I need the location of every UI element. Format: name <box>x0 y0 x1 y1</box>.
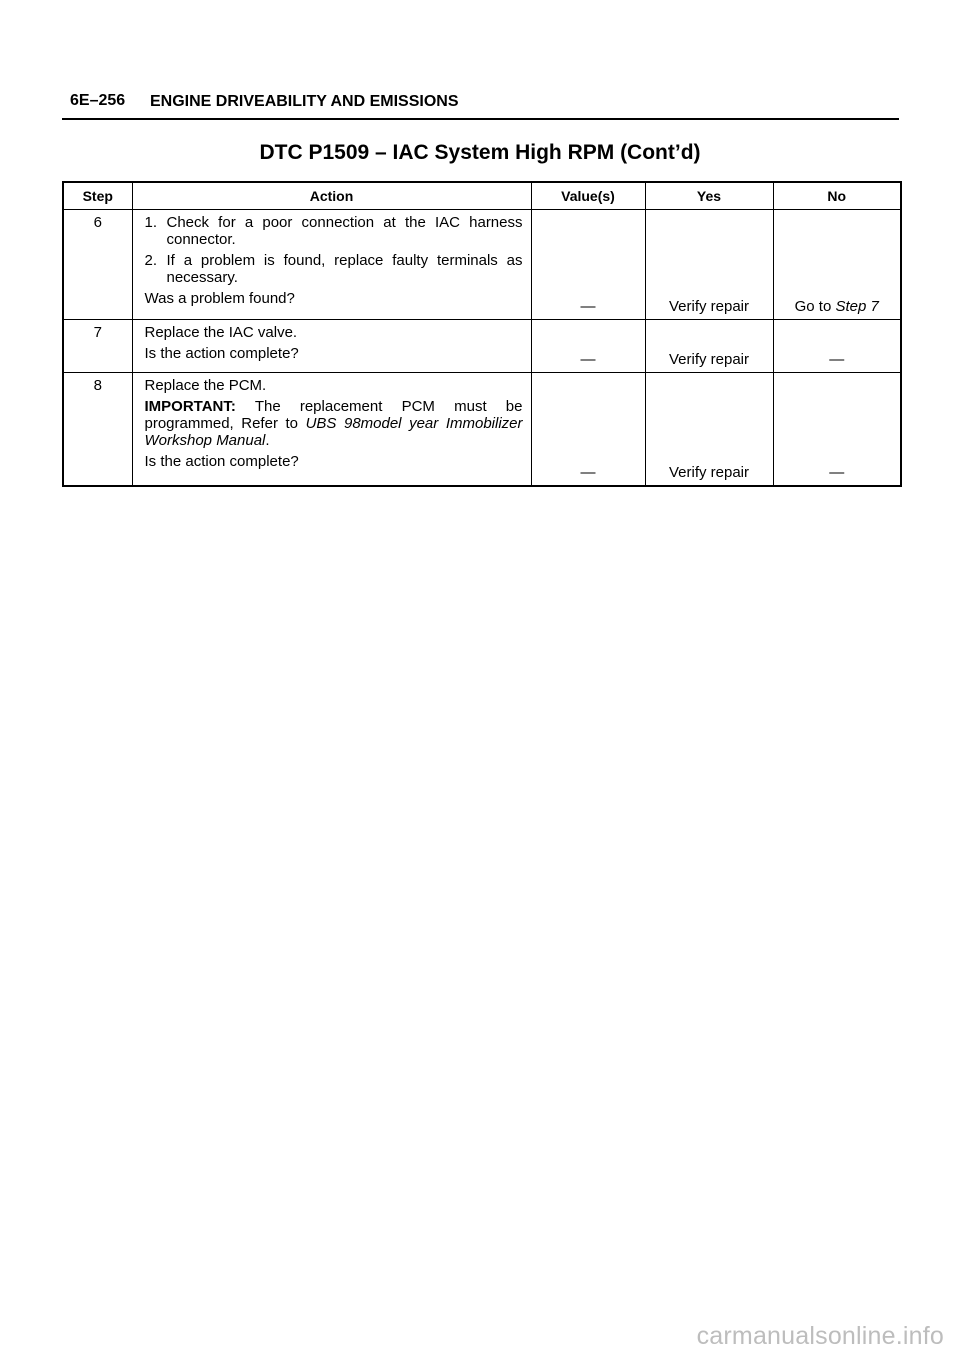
list-number: 2. <box>144 252 158 269</box>
action-cell <box>132 210 531 320</box>
value-text: — <box>580 463 596 481</box>
list-number: 1. <box>144 214 158 231</box>
action-cell <box>132 373 531 486</box>
column-header-no: No <box>773 182 901 210</box>
yes-cell <box>645 210 773 320</box>
page-number: 6E–256 <box>70 92 126 109</box>
page-header <box>62 90 899 120</box>
no-text: — <box>829 463 845 481</box>
list-text: If a problem is found, replace faulty terminals as necessary. <box>166 252 523 286</box>
goto-prefix: Go to <box>794 298 832 315</box>
no-cell <box>773 373 901 486</box>
column-header-action: Action <box>132 182 531 210</box>
question-text: Is the action complete? <box>144 345 299 362</box>
table-row <box>63 373 901 486</box>
no-text <box>774 298 901 315</box>
yes-text: Verify repair <box>668 298 750 315</box>
column-header-step: Step <box>63 182 132 210</box>
yes-cell <box>645 373 773 486</box>
action-cell <box>132 320 531 373</box>
question-text: Was a problem found? <box>144 290 295 307</box>
step-number: 8 <box>63 373 132 486</box>
list-item <box>145 214 523 248</box>
value-text: — <box>580 298 596 315</box>
table-row <box>63 210 901 320</box>
value-text: — <box>580 351 596 368</box>
yes-text: Verify repair <box>668 351 750 368</box>
yes-cell <box>645 320 773 373</box>
question-text: Is the action complete? <box>144 453 299 470</box>
watermark: carmanualsonline.info <box>696 1322 944 1350</box>
important-label: IMPORTANT: <box>144 398 236 415</box>
table-header-row <box>63 182 901 210</box>
action-text: Replace the IAC valve. <box>144 324 298 341</box>
step-number: 7 <box>63 320 132 373</box>
no-text: — <box>829 351 845 368</box>
action-text: Replace the PCM. <box>144 377 267 394</box>
important-note <box>145 398 523 449</box>
important-text: The replacement PCM must be programmed, Refer to <box>144 398 523 432</box>
diagnostic-table <box>62 181 902 487</box>
step-link[interactable]: Step 7 <box>835 298 879 315</box>
important-end: . <box>265 432 270 449</box>
step-number: 6 <box>63 210 132 320</box>
section-title: ENGINE DRIVEABILITY AND EMISSIONS <box>150 93 459 110</box>
table-row <box>63 320 901 373</box>
value-cell <box>531 320 645 373</box>
yes-text: Verify repair <box>668 463 750 481</box>
no-cell <box>773 320 901 373</box>
column-header-yes: Yes <box>645 182 773 210</box>
page-title: DTC P1509 – IAC System High RPM (Cont’d) <box>259 141 701 164</box>
manual-reference: UBS 98model year Immobilizer Workshop Manual <box>144 415 523 449</box>
value-cell <box>531 210 645 320</box>
list-text: Check for a poor connection at the IAC harness connector. <box>166 214 523 248</box>
list-item <box>145 252 523 286</box>
value-cell <box>531 373 645 486</box>
column-header-values: Value(s) <box>531 182 645 210</box>
no-cell <box>773 210 901 320</box>
